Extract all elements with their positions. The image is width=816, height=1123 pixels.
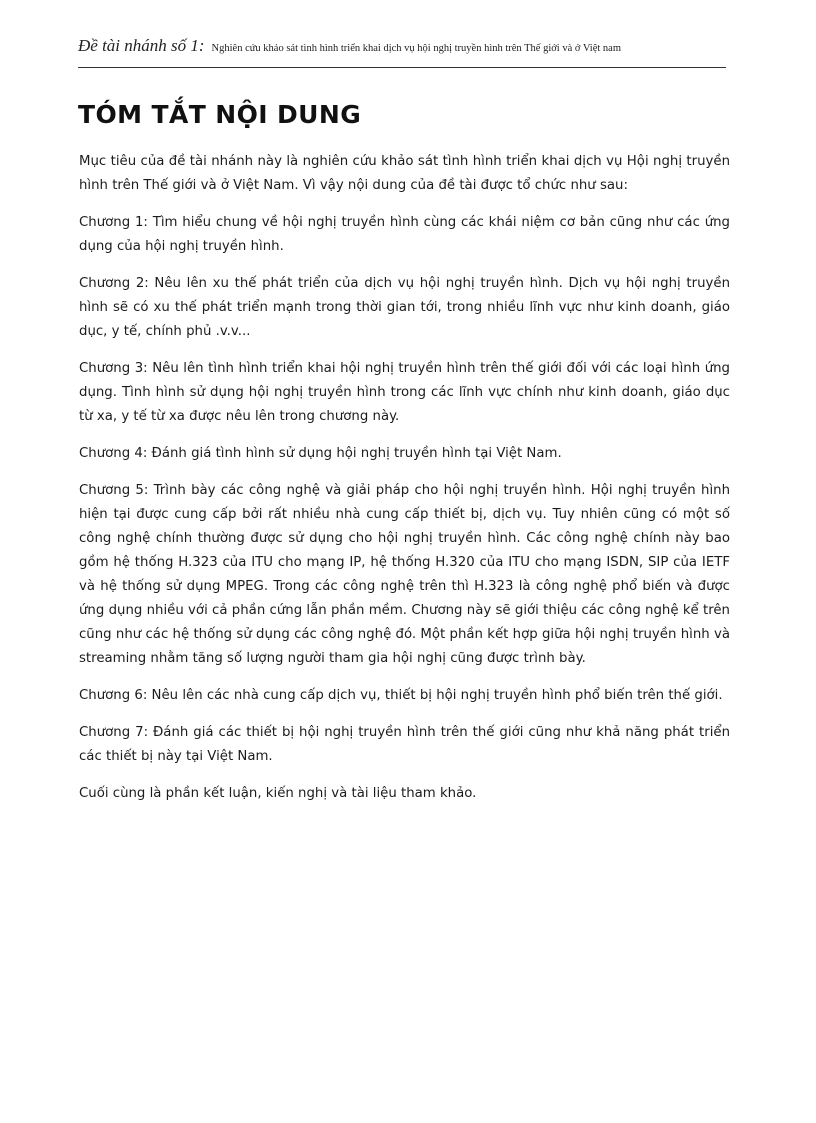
conclusion-paragraph: Cuối cùng là phần kết luận, kiến nghị và tài liệu tham khảo.	[79, 786, 477, 801]
page-header	[78, 36, 726, 68]
header-label: Đề tài nhánh số 1:	[78, 36, 205, 55]
header-text: Nghiên cứu khảo sát tình hình triển khai dịch vụ hội nghị truyền hình trên Thế giới và ở Việt nam	[211, 43, 622, 54]
chapter-6-paragraph: Chương 6: Nêu lên các nhà cung cấp dịch vụ, thiết bị hội nghị truyền hình phổ biến trên thế giới.	[79, 688, 723, 703]
intro-paragraph: Mục tiêu của đề tài nhánh này là nghiên cứu khảo sát tình hình triển khai dịch vụ Hội nghị truyền hình trên Thế giới và ở Việt Nam. Vì vậy nội dung của đề tài được tổ chức như sau:	[79, 154, 730, 193]
chapter-4-paragraph: Chương 4: Đánh giá tình hình sử dụng hội nghị truyền hình tại Việt Nam.	[79, 446, 562, 461]
chapter-1-paragraph: Chương 1: Tìm hiểu chung về hội nghị truyền hình cùng các khái niệm cơ bản cũng như các ứng dụng của hội nghị truyền hình.	[79, 215, 730, 254]
chapter-7-paragraph: Chương 7: Đánh giá các thiết bị hội nghị truyền hình trên thế giới cũng như khả năng phát triển các thiết bị này tại Việt Nam.	[79, 725, 730, 764]
chapter-3-paragraph: Chương 3: Nêu lên tình hình triển khai hội nghị truyền hình trên thế giới đối với các loại hình ứng dụng. Tình hình sử dụng hội nghị truyền hình trong các lĩnh vực chính như kinh doanh, giáo dục từ xa, y tế từ xa được nêu lên trong chương này.	[79, 361, 730, 424]
page-title: TÓM TẮT NỘI DUNG	[78, 100, 362, 129]
chapter-2-paragraph: Chương 2: Nêu lên xu thế phát triển của dịch vụ hội nghị truyền hình. Dịch vụ hội nghị truyền hình sẽ có xu thế phát triển mạnh trong thời gian tới, trong nhiều lĩnh vực như kinh doanh, giáo dục, y tế, chính phủ .v.v...	[79, 276, 730, 339]
document-body	[79, 150, 730, 819]
chapter-5-paragraph: Chương 5: Trình bày các công nghệ và giải pháp cho hội nghị truyền hình. Hội nghị truyền hình hiện tại được cung cấp bởi rất nhiều nhà cung cấp thiết bị, dịch vụ. Tuy nhiên cũng có một số công nghệ chính thường được sử dụng cho hội nghị truyền hình. Các công nghệ chính này bao gồm hệ thống H.323 của ITU cho mạng IP, hệ thống H.320 của ITU cho mạng ISDN, SIP của IETF và hệ thống sử dụng MPEG. Trong các công nghệ trên thì H.323 là công nghệ phổ biến và được ứng dụng nhiều với cả phần cứng lẫn phần mềm. Chương này sẽ giới thiệu các công nghệ kể trên cũng như các hệ thống sử dụng các công nghệ đó. Một phần kết hợp giữa hội nghị truyền hình và streaming nhằm tăng số lượng người tham gia hội nghị cũng được trình bày.	[79, 483, 730, 666]
